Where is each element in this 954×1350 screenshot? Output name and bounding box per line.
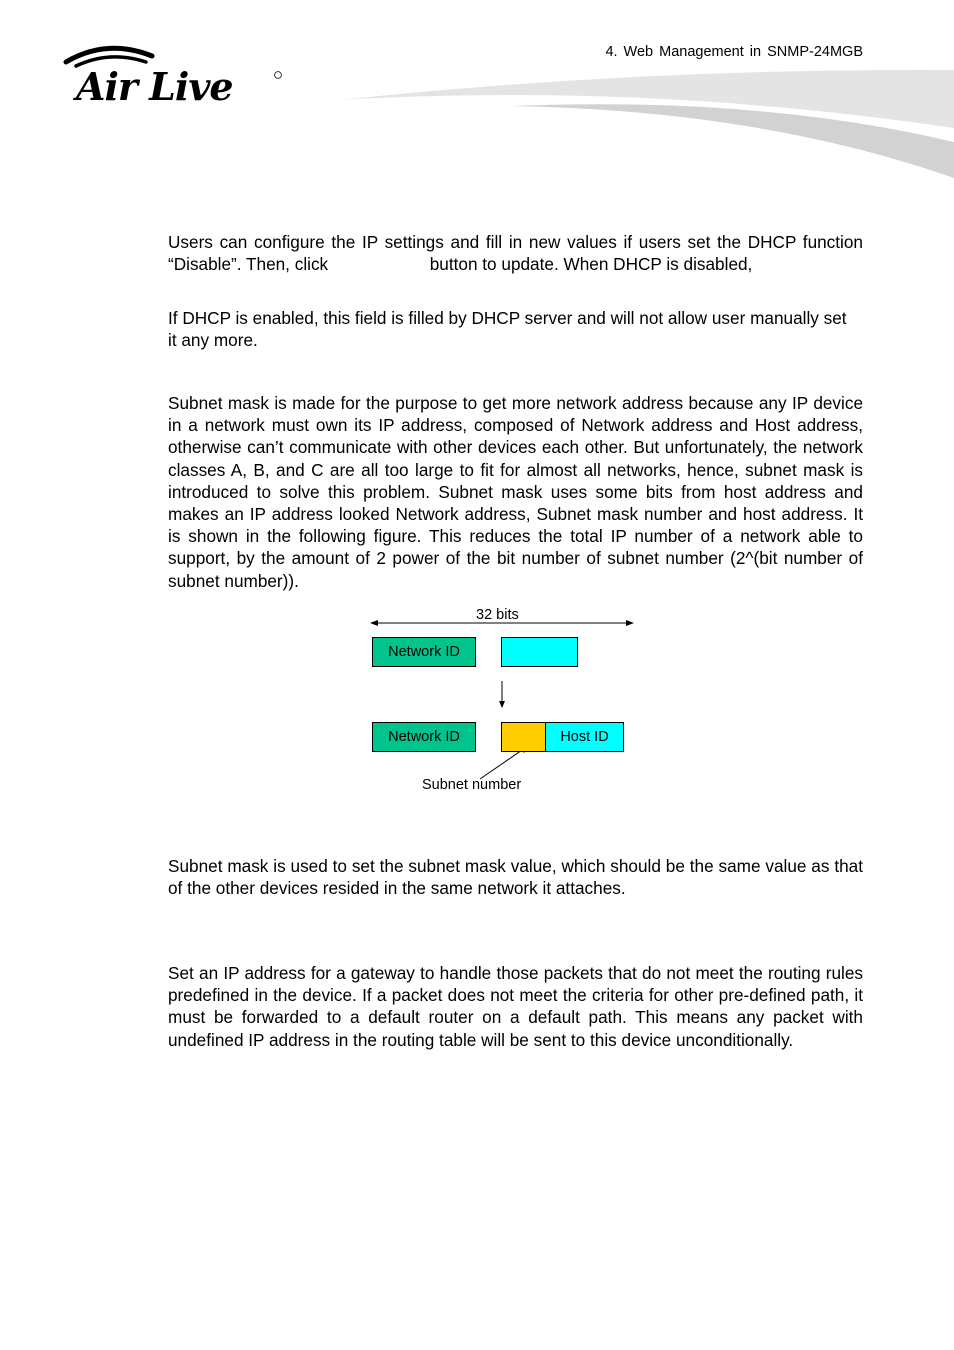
down-arrow-head xyxy=(499,701,505,708)
network-id-label-bottom: Network ID xyxy=(388,729,460,745)
network-id-label-top: Network ID xyxy=(388,644,460,660)
gateway-paragraph: Set an IP address for a gateway to handle those packets that do not meet the routing rules predefined in the device. If a packet does not meet the criteria for other pre-defined path, it must be forwarded to a default router on a default path. This means any packet with undefined IP address in the routing table will be sent to this device unconditionally. xyxy=(168,963,863,1050)
subnet-diagram xyxy=(360,600,650,800)
subnet-intro-paragraph: Subnet mask is made for the purpose to get more network address because any IP device in a network must own its IP address, composed of Network address and Host address, otherwise can’t communicate with other devices each other. But unfortunately, the network classes A, B, and C are all too large to fit for almost all networks, hence, subnet mask is introduced to solve this problem. Subnet mask uses some bits from host address and makes an IP address looked Network address, Subnet mask number and host address. It is shown in the following figure. This reduces the total IP number of a network able to support, by the amount of 2 power of the bit number of subnet number (2^(bit number of subnet number)). xyxy=(168,393,863,591)
bits-arrow-right-head xyxy=(626,620,634,626)
subnet-mask-paragraph: Subnet mask is used to set the subnet mask value, which should be the same value as that of the other devices resided in the same network it attaches. xyxy=(168,856,863,899)
subnet-diagram-lines xyxy=(360,600,650,800)
page-header-title: 4. Web Management in SNMP-24MGB xyxy=(605,44,863,60)
host-id-box-bottom xyxy=(545,722,624,752)
bits-label: 32 bits xyxy=(476,607,519,623)
logo-wordmark: Air Live xyxy=(76,64,233,108)
subnet-number-label: Subnet number xyxy=(422,777,522,793)
dhcp-paragraph: If DHCP is enabled, this field is filled by DHCP server and will not allow user manually set it any more. xyxy=(168,308,847,351)
host-id-box-top xyxy=(501,637,578,667)
airlive-logo xyxy=(62,42,292,108)
header-swoosh-decoration xyxy=(340,66,954,178)
subnet-number-box xyxy=(501,722,546,752)
network-id-box-bottom xyxy=(372,722,476,752)
subnet-number-pointer xyxy=(480,748,525,779)
bits-arrow-left-head xyxy=(370,620,378,626)
ip-settings-paragraph: Users can configure the IP settings and fill in new values if users set the DHCP function “Disable”. Then, click button to update. When DHCP is disabled, xyxy=(168,232,863,275)
host-id-label: Host ID xyxy=(560,729,609,745)
network-id-box-top xyxy=(372,637,476,667)
